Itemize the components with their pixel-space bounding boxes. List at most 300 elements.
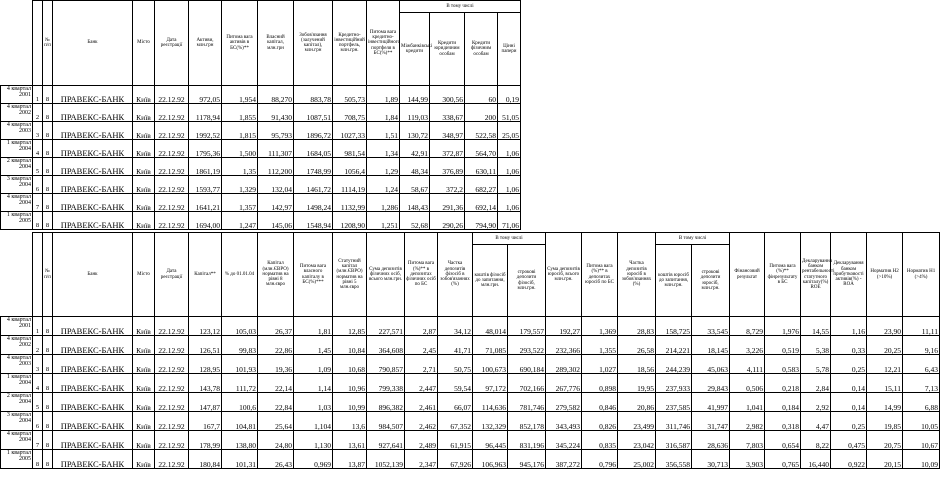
- cell-charter: 13,6: [333, 412, 367, 431]
- col-header-individuals: Кредити фізичним особам: [465, 13, 498, 86]
- cell-leg-term: 31,747: [692, 412, 730, 431]
- cell-legal: 291,36: [430, 194, 465, 212]
- cell-legal-total: 279,582: [546, 393, 582, 412]
- cell-legal-share: 1,355: [582, 336, 618, 355]
- cell-n1: 6,43: [903, 355, 940, 374]
- cell-pct: 99,83: [222, 336, 258, 355]
- cell-interbank: 144,99: [400, 86, 430, 104]
- col-header-fin-result: Фінансовий результат: [730, 233, 765, 317]
- cell-bank-name: ПРАВЕКС-БАНК: [53, 450, 133, 469]
- cell-liabilities: 1548,94: [294, 212, 333, 230]
- cell-fin-share: 0,184: [765, 393, 801, 412]
- cell-capital: 147,87: [189, 393, 222, 412]
- cell-city: Київ: [133, 412, 155, 431]
- cell-deposits-share: 2,71: [405, 355, 438, 374]
- cell-assets: 1593,77: [189, 176, 222, 194]
- cell-quarter: 4 квартал 2002: [1, 336, 33, 355]
- cell-credit-share: 1,51: [367, 122, 400, 140]
- cell-n1: 10,67: [903, 431, 940, 450]
- table-row: [1, 104, 521, 122]
- cell-index: 1: [33, 86, 43, 104]
- cell-assets-share: 1,357: [222, 194, 258, 212]
- cell-index: 3: [33, 355, 43, 374]
- cell-assets-share: 1,35: [222, 158, 258, 176]
- col-header-legal: Кредити юридичним особам: [430, 13, 465, 86]
- cell-no: 8: [43, 158, 53, 176]
- cell-deposits-share: 2,489: [405, 431, 438, 450]
- cell-legal-share: 1,027: [582, 355, 618, 374]
- cell-legal-part: 18,56: [618, 355, 656, 374]
- cell-interbank: 42,91: [400, 140, 430, 158]
- cell-liabilities: 883,78: [294, 86, 333, 104]
- cell-dep-fx: 132,329: [473, 412, 508, 431]
- cell-no: 8: [43, 212, 53, 230]
- cell-charter: 10,99: [333, 393, 367, 412]
- cell-n2: 14,99: [867, 393, 903, 412]
- table-row: [1, 212, 521, 230]
- cell-bank-name: ПРАВЕКС-БАНК: [53, 140, 133, 158]
- cell-securities: 51,05: [498, 104, 521, 122]
- cell-fin-result: 3,903: [730, 450, 765, 469]
- cell-deposits-total: 227,571: [367, 317, 405, 336]
- col-header-city: Місто: [133, 1, 155, 86]
- cell-n2: 23,90: [867, 317, 903, 336]
- table-row: [1, 158, 521, 176]
- cell-quarter: 1 квартал 2004: [1, 374, 33, 393]
- cell-credit-portfolio: 708,75: [333, 104, 367, 122]
- cell-capital-eur: 26,37: [258, 317, 294, 336]
- col-header-assets-share: Питома вага активів в БС(%)**: [222, 1, 258, 86]
- cell-no: 8: [43, 194, 53, 212]
- cell-capital: 167,7: [189, 412, 222, 431]
- cell-legal-share: 0,826: [582, 412, 618, 431]
- cell-roe: 14,55: [801, 317, 831, 336]
- col-header-liabilities: Зобов'язання (залучений капітал), млн.грн: [294, 1, 333, 86]
- col-header-bank: Банк: [53, 233, 133, 317]
- cell-individuals: 564,70: [465, 140, 498, 158]
- cell-no: 8: [43, 374, 53, 393]
- cell-bank-name: ПРАВЕКС-БАНК: [53, 212, 133, 230]
- cell-deposits-part: 67,352: [438, 412, 473, 431]
- cell-pct: 100,6: [222, 393, 258, 412]
- cell-roe: 5,78: [801, 355, 831, 374]
- cell-city: Київ: [133, 86, 155, 104]
- cell-interbank: 130,72: [400, 122, 430, 140]
- col-header-capital-eur: Капітал (млн.ЄВРО) норматив на рівні 8 млн.євро: [258, 233, 294, 317]
- cell-fin-result: 0,506: [730, 374, 765, 393]
- table-row: [1, 374, 940, 393]
- cell-reg-date: 22.12.92: [155, 317, 189, 336]
- cell-capital-eur: 24,80: [258, 431, 294, 450]
- cell-individuals: 794,90: [465, 212, 498, 230]
- cell-roe: 2,92: [801, 393, 831, 412]
- cell-legal-share: 0,846: [582, 393, 618, 412]
- cell-individuals: 692,14: [465, 194, 498, 212]
- cell-quarter: 4 квартал 2003: [1, 355, 33, 374]
- cell-credit-portfolio: 1114,19: [333, 176, 367, 194]
- cell-leg-term: 30,713: [692, 450, 730, 469]
- cell-equity: 88,270: [258, 86, 294, 104]
- cell-deposits-part: 67,926: [438, 450, 473, 469]
- bank-indicators-table-bottom: [0, 232, 940, 469]
- cell-deposits-total: 927,641: [367, 431, 405, 450]
- cell-legal-total: 232,366: [546, 336, 582, 355]
- cell-fin-result: 8,729: [730, 317, 765, 336]
- cell-reg-date: 22.12.92: [155, 450, 189, 469]
- cell-bank-name: ПРАВЕКС-БАНК: [53, 336, 133, 355]
- cell-dep-fx: 97,172: [473, 374, 508, 393]
- cell-index: 4: [33, 374, 43, 393]
- col-header-assets: Активи, млн.грн: [189, 1, 222, 86]
- cell-deposits-total: 364,608: [367, 336, 405, 355]
- col-header-deposits-share: Питома вага (%)** в депозитах фізичних осіб по БС: [405, 233, 438, 317]
- cell-deposits-part: 66,07: [438, 393, 473, 412]
- cell-leg-term: 29,843: [692, 374, 730, 393]
- cell-reg-date: 22.12.92: [155, 86, 189, 104]
- col-header-equity: Власний капітал, млн.грн: [258, 1, 294, 86]
- cell-equity: 142,97: [258, 194, 294, 212]
- cell-city: Київ: [133, 212, 155, 230]
- table-row: [1, 412, 940, 431]
- cell-credit-share: 1,84: [367, 104, 400, 122]
- cell-pct: 111,72: [222, 374, 258, 393]
- cell-index: 5: [33, 158, 43, 176]
- cell-no: 8: [43, 104, 53, 122]
- cell-equity: 112,200: [258, 158, 294, 176]
- cell-credit-share: 1,34: [367, 140, 400, 158]
- cell-reg-date: 22.12.92: [155, 374, 189, 393]
- col-header-deposits-part: Частка депозитів фізосіб в зобов'язаннях (%): [438, 233, 473, 317]
- cell-no: 8: [43, 140, 53, 158]
- col-header-credit-share: Питома вага кредитно-інвестиційного портфеля в БС(%)**: [367, 1, 400, 86]
- cell-bank-name: ПРАВЕКС-БАНК: [53, 355, 133, 374]
- cell-legal: 376,89: [430, 158, 465, 176]
- cell-deposits-share: 2,462: [405, 412, 438, 431]
- cell-no: 8: [43, 176, 53, 194]
- cell-leg-fx: 158,725: [656, 317, 692, 336]
- cell-n2: 20,15: [867, 450, 903, 469]
- cell-equity: 132,04: [258, 176, 294, 194]
- cell-roa: 0,14: [831, 393, 867, 412]
- cell-capital-share: 1,14: [294, 374, 333, 393]
- cell-legal-part: 19,95: [618, 374, 656, 393]
- bank-indicators-table-top: [0, 0, 521, 230]
- table-row: [1, 355, 940, 374]
- cell-n2: 20,25: [867, 336, 903, 355]
- cell-legal-part: 28,83: [618, 317, 656, 336]
- cell-roe: 5,38: [801, 336, 831, 355]
- cell-no: 8: [43, 431, 53, 450]
- cell-leg-fx: 316,587: [656, 431, 692, 450]
- cell-fin-share: 1,976: [765, 317, 801, 336]
- cell-reg-date: 22.12.92: [155, 412, 189, 431]
- cell-dep-fx: 48,014: [473, 317, 508, 336]
- cell-roe: 2,84: [801, 374, 831, 393]
- cell-capital-share: 1,03: [294, 393, 333, 412]
- cell-legal-total: 192,27: [546, 317, 582, 336]
- cell-bank-name: ПРАВЕКС-БАНК: [53, 86, 133, 104]
- cell-fin-share: 0,765: [765, 450, 801, 469]
- cell-quarter: 3 квартал 2004: [1, 176, 33, 194]
- cell-legal-share: 0,796: [582, 450, 618, 469]
- cell-assets-share: 1,815: [222, 122, 258, 140]
- cell-n2: 12,21: [867, 355, 903, 374]
- cell-index: 6: [33, 412, 43, 431]
- cell-fin-result: 2,982: [730, 412, 765, 431]
- cell-reg-date: 22.12.92: [155, 431, 189, 450]
- cell-legal-share: 0,835: [582, 431, 618, 450]
- cell-interbank: 52,68: [400, 212, 430, 230]
- cell-city: Київ: [133, 104, 155, 122]
- cell-n2: 15,11: [867, 374, 903, 393]
- cell-pct: 101,31: [222, 450, 258, 469]
- cell-capital-share: 0,969: [294, 450, 333, 469]
- cell-index: 7: [33, 431, 43, 450]
- col-header-dep-term: строкові депозити фізосіб, млн.грн.: [508, 245, 546, 317]
- cell-credit-share: 1,251: [367, 212, 400, 230]
- cell-legal-part: 25,002: [618, 450, 656, 469]
- cell-leg-term: 33,545: [692, 317, 730, 336]
- cell-no: 8: [43, 336, 53, 355]
- cell-liabilities: 1461,72: [294, 176, 333, 194]
- cell-legal: 372,87: [430, 140, 465, 158]
- cell-liabilities: 1748,99: [294, 158, 333, 176]
- cell-bank-name: ПРАВЕКС-БАНК: [53, 194, 133, 212]
- cell-roe: 8,22: [801, 431, 831, 450]
- col-header-leg-fx: коштів юросіб до запитання, млн.грн.: [656, 245, 692, 317]
- cell-capital: 123,12: [189, 317, 222, 336]
- cell-n1: 9,16: [903, 336, 940, 355]
- cell-quarter: 4 квартал 2001: [1, 86, 33, 104]
- cell-leg-fx: 237,933: [656, 374, 692, 393]
- cell-credit-portfolio: 1132,99: [333, 194, 367, 212]
- col-header-deposits-total: Сума депозитів фізичних осіб, всього млн.грн.: [367, 233, 405, 317]
- cell-dep-fx: 106,963: [473, 450, 508, 469]
- cell-fin-result: 4,111: [730, 355, 765, 374]
- cell-capital: 178,99: [189, 431, 222, 450]
- cell-interbank: 58,67: [400, 176, 430, 194]
- cell-individuals: 200: [465, 104, 498, 122]
- cell-quarter: 4 квартал 2003: [1, 122, 33, 140]
- cell-reg-date: 22.12.92: [155, 140, 189, 158]
- cell-securities: 1,06: [498, 140, 521, 158]
- col-header-leg-term: строкові депозити юросіб, млн.грн.: [692, 245, 730, 317]
- cell-equity: 91,430: [258, 104, 294, 122]
- table-row: [1, 336, 940, 355]
- cell-securities: 1,06: [498, 176, 521, 194]
- col-header-capital-share: Питома вага власного капіталу в БС(%)***: [294, 233, 333, 317]
- cell-fin-share: 0,519: [765, 336, 801, 355]
- cell-assets: 1694,00: [189, 212, 222, 230]
- cell-charter: 10,96: [333, 374, 367, 393]
- cell-legal: 290,26: [430, 212, 465, 230]
- table-row: [1, 122, 521, 140]
- cell-legal: 348,97: [430, 122, 465, 140]
- cell-reg-date: 22.12.92: [155, 355, 189, 374]
- cell-charter: 10,84: [333, 336, 367, 355]
- cell-leg-fx: 356,558: [656, 450, 692, 469]
- cell-bank-name: ПРАВЕКС-БАНК: [53, 412, 133, 431]
- col-header-fin-share: Питома вага (%)** фінрезультату в БС: [765, 233, 801, 317]
- cell-assets-share: 1,500: [222, 140, 258, 158]
- cell-assets: 1861,19: [189, 158, 222, 176]
- cell-assets-share: 1,247: [222, 212, 258, 230]
- cell-index: 3: [33, 122, 43, 140]
- cell-credit-portfolio: 1056,4: [333, 158, 367, 176]
- col-header-legal-total: Сума депозитів юросіб, всього млн.грн.: [546, 233, 582, 317]
- cell-credit-share: 1,89: [367, 86, 400, 104]
- col-header-reg-date: Дата реєстрації: [155, 1, 189, 86]
- cell-no: 8: [43, 355, 53, 374]
- cell-individuals: 60: [465, 86, 498, 104]
- cell-assets: 1178,94: [189, 104, 222, 122]
- cell-credit-portfolio: 505,73: [333, 86, 367, 104]
- cell-charter: 13,87: [333, 450, 367, 469]
- cell-bank-name: ПРАВЕКС-БАНК: [53, 374, 133, 393]
- cell-assets-share: 1,855: [222, 104, 258, 122]
- col-header-securities: Цінні папери: [498, 13, 521, 86]
- cell-roa: 0,14: [831, 374, 867, 393]
- table-row: [1, 431, 940, 450]
- col-header-roe: Декларування банком рентабельності статутного капіталу(%) ROE: [801, 233, 831, 317]
- cell-dep-term: 293,522: [508, 336, 546, 355]
- cell-deposits-share: 2,347: [405, 450, 438, 469]
- cell-capital-eur: 19,36: [258, 355, 294, 374]
- cell-no: 8: [43, 86, 53, 104]
- cell-capital-share: 1,130: [294, 431, 333, 450]
- cell-individuals: 630,11: [465, 158, 498, 176]
- cell-interbank: 48,34: [400, 158, 430, 176]
- col-header-interbank: Міжбанківські кредити: [400, 13, 430, 86]
- cell-quarter: 1 квартал 2004: [1, 140, 33, 158]
- cell-index: 8: [33, 212, 43, 230]
- cell-legal: 338,67: [430, 104, 465, 122]
- cell-legal-part: 23,499: [618, 412, 656, 431]
- cell-city: Київ: [133, 140, 155, 158]
- cell-city: Київ: [133, 158, 155, 176]
- cell-index: 4: [33, 140, 43, 158]
- cell-leg-term: 18,145: [692, 336, 730, 355]
- cell-deposits-total: 1052,139: [367, 450, 405, 469]
- cell-assets: 972,05: [189, 86, 222, 104]
- cell-deposits-part: 50,75: [438, 355, 473, 374]
- cell-legal-part: 20,86: [618, 393, 656, 412]
- table-row: [1, 317, 940, 336]
- cell-deposits-share: 2,87: [405, 317, 438, 336]
- table-row: [1, 450, 940, 469]
- cell-leg-fx: 311,746: [656, 412, 692, 431]
- cell-bank-name: ПРАВЕКС-БАНК: [53, 317, 133, 336]
- cell-deposits-share: 2,447: [405, 374, 438, 393]
- cell-liabilities: 1087,51: [294, 104, 333, 122]
- cell-dep-fx: 100,673: [473, 355, 508, 374]
- cell-deposits-part: 59,54: [438, 374, 473, 393]
- cell-roe: 16,440: [801, 450, 831, 469]
- cell-fin-result: 3,226: [730, 336, 765, 355]
- cell-no: 8: [43, 412, 53, 431]
- cell-no: 8: [43, 393, 53, 412]
- cell-reg-date: 22.12.92: [155, 336, 189, 355]
- cell-index: 8: [33, 450, 43, 469]
- cell-quarter: 1 квартал 2005: [1, 212, 33, 230]
- cell-city: Київ: [133, 374, 155, 393]
- cell-city: Київ: [133, 336, 155, 355]
- col-header-city: Місто: [133, 233, 155, 317]
- cell-bank-name: ПРАВЕКС-БАНК: [53, 393, 133, 412]
- cell-dep-fx: 96,445: [473, 431, 508, 450]
- cell-legal-share: 1,369: [582, 317, 618, 336]
- cell-capital-eur: 22,14: [258, 374, 294, 393]
- cell-legal-total: 343,493: [546, 412, 582, 431]
- cell-bank-name: ПРАВЕКС-БАНК: [53, 176, 133, 194]
- col-header-n1: Норматив Н1 (>4%): [903, 233, 940, 317]
- cell-deposits-part: 61,915: [438, 431, 473, 450]
- cell-reg-date: 22.12.92: [155, 122, 189, 140]
- cell-reg-date: 22.12.92: [155, 104, 189, 122]
- cell-credit-share: 1,29: [367, 158, 400, 176]
- cell-capital-eur: 22,86: [258, 336, 294, 355]
- cell-charter: 13,61: [333, 431, 367, 450]
- cell-bank-name: ПРАВЕКС-БАНК: [53, 104, 133, 122]
- col-header-group2: В тому числі: [656, 233, 730, 245]
- cell-assets: 1795,36: [189, 140, 222, 158]
- col-header-pct: % до 01.01.04: [222, 233, 258, 317]
- cell-index: 5: [33, 393, 43, 412]
- col-header-no: № п/п: [43, 233, 53, 317]
- cell-roe: 4,47: [801, 412, 831, 431]
- cell-securities: 25,05: [498, 122, 521, 140]
- cell-credit-share: 1,286: [367, 194, 400, 212]
- cell-n1: 10,05: [903, 412, 940, 431]
- cell-city: Київ: [133, 194, 155, 212]
- cell-capital: 180,84: [189, 450, 222, 469]
- cell-leg-term: 41,997: [692, 393, 730, 412]
- cell-legal-total: 387,272: [546, 450, 582, 469]
- cell-deposits-total: 790,857: [367, 355, 405, 374]
- cell-no: 8: [43, 450, 53, 469]
- cell-leg-term: 28,636: [692, 431, 730, 450]
- cell-legal-part: 23,042: [618, 431, 656, 450]
- cell-quarter: 3 квартал 2004: [1, 412, 33, 431]
- cell-legal: 300,56: [430, 86, 465, 104]
- cell-individuals: 522,58: [465, 122, 498, 140]
- cell-equity: 95,793: [258, 122, 294, 140]
- cell-deposits-part: 41,71: [438, 336, 473, 355]
- cell-fin-result: 1,041: [730, 393, 765, 412]
- cell-capital-eur: 22,84: [258, 393, 294, 412]
- cell-dep-term: 179,557: [508, 317, 546, 336]
- cell-legal-part: 26,58: [618, 336, 656, 355]
- cell-pct: 104,81: [222, 412, 258, 431]
- col-header-roa: Декларування банком прибутковості активів(%) - ROA: [831, 233, 867, 317]
- cell-no: 8: [43, 122, 53, 140]
- cell-assets: 1641,21: [189, 194, 222, 212]
- cell-capital-eur: 25,64: [258, 412, 294, 431]
- cell-liabilities: 1498,24: [294, 194, 333, 212]
- cell-city: Київ: [133, 355, 155, 374]
- cell-pct: 138,80: [222, 431, 258, 450]
- cell-n1: 11,11: [903, 317, 940, 336]
- cell-charter: 10,68: [333, 355, 367, 374]
- cell-quarter: 2 квартал 2004: [1, 393, 33, 412]
- cell-index: 1: [33, 317, 43, 336]
- cell-securities: 0,19: [498, 86, 521, 104]
- cell-n1: 10,09: [903, 450, 940, 469]
- cell-pct: 105,03: [222, 317, 258, 336]
- cell-city: Київ: [133, 431, 155, 450]
- cell-leg-fx: 214,221: [656, 336, 692, 355]
- cell-leg-term: 45,063: [692, 355, 730, 374]
